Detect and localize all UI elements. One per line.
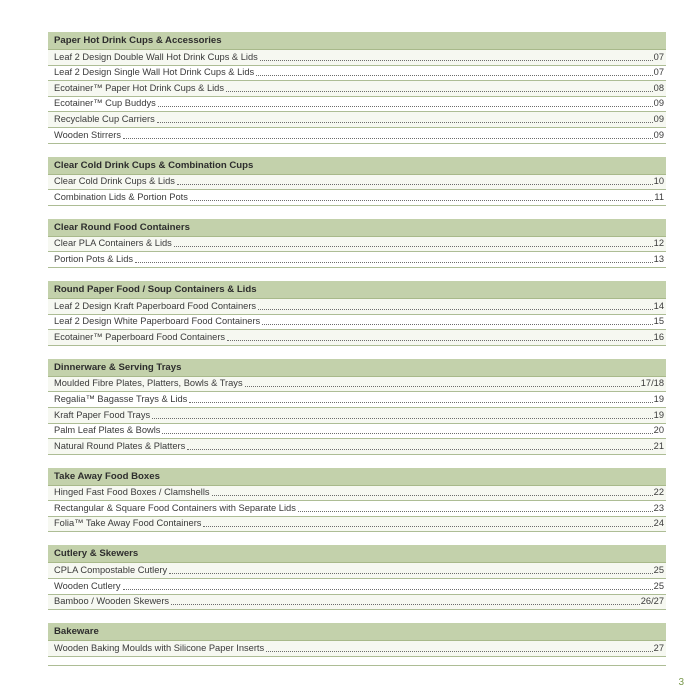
toc-entry[interactable]: [48, 408, 666, 424]
entry-title: Palm Leaf Plates & Bowls: [54, 425, 161, 436]
entry-title: Portion Pots & Lids: [54, 253, 134, 264]
dot-leader: [169, 573, 652, 574]
section-heading: Take Away Food Boxes: [48, 468, 666, 486]
toc-entry[interactable]: [48, 563, 666, 579]
entry-title: Folia™ Take Away Food Containers: [54, 518, 202, 529]
entry-page-number: 08: [653, 82, 664, 93]
entry-page-number: 24: [653, 518, 664, 529]
section-heading: Round Paper Food / Soup Containers & Lids: [48, 281, 666, 299]
dot-leader: [227, 340, 653, 341]
toc-entry[interactable]: [48, 237, 666, 253]
dot-leader: [189, 402, 652, 403]
toc-entry[interactable]: [48, 579, 666, 595]
toc-entry[interactable]: [48, 112, 666, 128]
entry-title: Wooden Cutlery: [54, 580, 121, 591]
entry-page-number: 09: [653, 113, 664, 124]
entry-title: Recyclable Cup Carriers: [54, 113, 155, 124]
dot-leader: [256, 75, 653, 76]
entry-title: Clear Cold Drink Cups & Lids: [54, 176, 175, 187]
entry-page-number: 27: [653, 642, 664, 653]
section-heading: Clear Round Food Containers: [48, 219, 666, 237]
dot-leader: [190, 200, 654, 201]
page-number: 3: [678, 677, 684, 688]
entry-title: Leaf 2 Design Double Wall Hot Drink Cups & Lids: [54, 51, 258, 62]
entry-title: Natural Round Plates & Platters: [54, 440, 186, 451]
entry-page-number: 16: [653, 331, 664, 342]
entry-page-number: 17/18: [640, 378, 664, 389]
entry-title: CPLA Compostable Cutlery: [54, 565, 168, 576]
dot-leader: [157, 122, 653, 123]
toc-entry[interactable]: [48, 50, 666, 66]
section-heading: Cutlery & Skewers: [48, 545, 666, 563]
dot-leader: [226, 91, 653, 92]
entry-title: Kraft Paper Food Trays: [54, 409, 151, 420]
entry-title: Leaf 2 Design Single Wall Hot Drink Cups & Lids: [54, 67, 255, 78]
toc-entry[interactable]: [48, 128, 666, 144]
toc-section: [48, 32, 666, 144]
dot-leader: [152, 418, 653, 419]
section-heading: Bakeware: [48, 623, 666, 641]
entry-title: Bamboo / Wooden Skewers: [54, 596, 170, 607]
toc-section: [48, 219, 666, 268]
entry-title: Rectangular & Square Food Containers with Separate Lids: [54, 502, 296, 513]
dot-leader: [123, 589, 653, 590]
toc-entry[interactable]: [48, 392, 666, 408]
dot-leader: [212, 495, 653, 496]
entry-page-number: 26/27: [640, 596, 664, 607]
entry-page-number: 19: [653, 393, 664, 404]
dot-leader: [258, 309, 653, 310]
dot-leader: [171, 604, 640, 605]
toc-section: [48, 468, 666, 533]
footer-divider: [48, 665, 666, 666]
toc-entry[interactable]: [48, 299, 666, 315]
entry-title: Ecotainer™ Paper Hot Drink Cups & Lids: [54, 82, 224, 93]
toc-entry[interactable]: [48, 190, 666, 206]
dot-leader: [158, 106, 653, 107]
toc-entry[interactable]: [48, 439, 666, 455]
entry-page-number: 25: [653, 565, 664, 576]
toc-entry[interactable]: [48, 315, 666, 331]
dot-leader: [262, 324, 652, 325]
entry-title: Ecotainer™ Paperboard Food Containers: [54, 331, 226, 342]
entry-page-number: 12: [653, 238, 664, 249]
entry-title: Leaf 2 Design Kraft Paperboard Food Containers: [54, 300, 257, 311]
toc-entry[interactable]: [48, 595, 666, 611]
dot-leader: [260, 60, 653, 61]
toc-section: [48, 281, 666, 346]
entry-title: Wooden Stirrers: [54, 129, 121, 140]
section-heading: Paper Hot Drink Cups & Accessories: [48, 32, 666, 50]
entry-title: Regalia™ Bagasse Trays & Lids: [54, 393, 188, 404]
dot-leader: [123, 138, 653, 139]
entry-page-number: 13: [653, 253, 664, 264]
dot-leader: [177, 184, 653, 185]
dot-leader: [203, 526, 652, 527]
toc-entry[interactable]: [48, 517, 666, 533]
toc-entry[interactable]: [48, 81, 666, 97]
toc-entry[interactable]: [48, 641, 666, 657]
section-heading: Clear Cold Drink Cups & Combination Cups: [48, 157, 666, 175]
entry-title: Ecotainer™ Cup Buddys: [54, 98, 156, 109]
toc-entry[interactable]: [48, 330, 666, 346]
entry-page-number: 11: [654, 191, 664, 202]
entry-title: Combination Lids & Portion Pots: [54, 191, 188, 202]
toc-section: [48, 623, 666, 657]
dot-leader: [298, 511, 653, 512]
entry-page-number: 10: [653, 176, 664, 187]
toc-entry[interactable]: [48, 66, 666, 82]
entry-title: Leaf 2 Design White Paperboard Food Containers: [54, 316, 261, 327]
toc-entry[interactable]: [48, 252, 666, 268]
toc-entry[interactable]: [48, 424, 666, 440]
entry-page-number: 20: [653, 425, 664, 436]
entry-page-number: 07: [653, 67, 664, 78]
entry-page-number: 07: [653, 51, 664, 62]
entry-title: Hinged Fast Food Boxes / Clamshells: [54, 487, 210, 498]
toc-entry[interactable]: [48, 486, 666, 502]
entry-page-number: 14: [653, 300, 664, 311]
dot-leader: [187, 449, 652, 450]
toc-section: [48, 157, 666, 206]
entry-page-number: 22: [653, 487, 664, 498]
toc-entry[interactable]: [48, 175, 666, 191]
entry-page-number: 09: [653, 129, 664, 140]
dot-leader: [174, 246, 653, 247]
entry-page-number: 15: [653, 316, 664, 327]
toc-entry[interactable]: [48, 377, 666, 393]
section-heading: Dinnerware & Serving Trays: [48, 359, 666, 377]
table-of-contents: [48, 32, 666, 670]
toc-section: [48, 359, 666, 455]
toc-section: [48, 545, 666, 610]
entry-title: Wooden Baking Moulds with Silicone Paper Inserts: [54, 642, 265, 653]
dot-leader: [135, 262, 653, 263]
entry-page-number: 21: [653, 440, 664, 451]
entry-page-number: 09: [653, 98, 664, 109]
entry-title: Moulded Fibre Plates, Platters, Bowls & Trays: [54, 378, 243, 389]
dot-leader: [266, 651, 653, 652]
toc-entry[interactable]: [48, 97, 666, 113]
entry-page-number: 19: [653, 409, 664, 420]
toc-entry[interactable]: [48, 501, 666, 517]
entry-page-number: 23: [653, 502, 664, 513]
entry-page-number: 25: [653, 580, 664, 591]
dot-leader: [162, 433, 652, 434]
dot-leader: [245, 386, 640, 387]
entry-title: Clear PLA Containers & Lids: [54, 238, 172, 249]
